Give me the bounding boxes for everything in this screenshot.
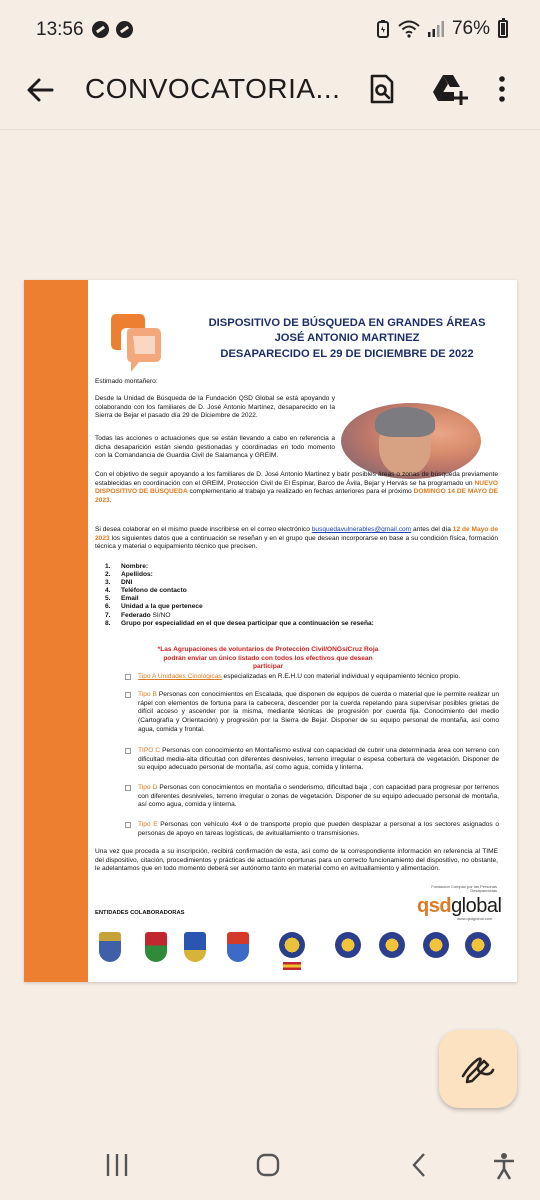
heading-line: DESAPARECIDO EL 29 DE DICIEMBRE DE 2022 [220,347,474,360]
flag-icon [283,962,301,970]
status-time: 13:56 [36,19,84,40]
qsd-logo [105,310,165,376]
page-title: CONVOCATORIA... [85,73,341,104]
greeting: Estimado montañero: [95,378,158,385]
proteccion-civil-icon [423,932,449,958]
partner-crests [95,932,495,972]
paragraph-3-text: Con el objetivo de seguir apoyando a los familiares de D. José Antonio Martinez y batir posibles áreas o zonas de búsqueda previamente establecidas en coordinación con el GREIM, Protección Civil de El Espinar, Barco de Ávila, Bejar y Hervás se ha programado un [95,471,498,487]
list-item: 3. DNI [105,579,133,587]
battery-saver-icon [376,20,390,38]
paragraph-3-text: complementario al trabajo ya realizado en fechas anteriores para el próximo [187,488,414,496]
tipo-e: Tipo E Personas con vehículo 4x4 o de transporte propio que pueden desplazar a personal a los sectores asignados o personas de apoyo en tareas logísticas, de avituallamiento o transmisiones. [138,821,499,838]
checkbox-icon [125,674,131,680]
battery-icon [498,20,508,38]
wifi-icon [398,20,420,38]
paragraph-1: Desde la Unidad de Búsqueda de la Fundación QSD Global se está apoyando y colaborando con los familiares de D. José Antonio Martínez, desaparecido en la Sierra de Bejar el pasado día 29 de Diciembre de 2022. [95,395,335,420]
recent-apps-icon[interactable] [105,1152,129,1178]
list-item: 6. Unidad a la que pertenece [105,603,203,611]
proteccion-civil-icon [335,932,361,958]
crest-icon [184,932,206,962]
paragraph-4 [95,526,498,552]
crest-icon [227,932,249,962]
deadline-date: 12 de Mayo de 2023 [95,526,498,542]
highlight-new-device: NUEVO DISPOSITIVO DE BÚSQUEDA [95,479,498,496]
list-item: 2. Apellidos: [105,571,153,579]
status-right [376,18,508,40]
notification-icon [92,21,109,38]
qsd-brand: qsdglobal [417,895,502,917]
checkbox-icon [125,748,131,754]
paragraph-4-text: los siguientes datos que a continuación se reseñan y en el grupo que desean incorporarse en base a su condición física, formación técnica y material o equipamiento técnico que precisen. [95,534,498,551]
edit-fab-button[interactable] [439,1030,517,1108]
qsd-tagline: Fundación Compaz por las Personas Desaparecidas [431,884,497,894]
paragraph-3 [95,471,498,506]
back-nav-icon[interactable] [409,1152,429,1178]
entidades-heading: ENTIDADES COLABORADORAS [95,910,185,916]
paragraph-4-text: Si desea colaborar en el mismo puede inscribirse en el correo electrónico [95,526,312,533]
heading-line: JOSÉ ANTONIO MARTINEZ [274,332,420,345]
document-search-icon[interactable] [364,71,400,107]
tipo-d: Tipo D Personas con conocimientos en montaña o senderismo, dificultad baja , con capacidad para progresar por terrenos con diferentes desniveles, terreno irregular o zonas de vegetación. Disponer de su equipo adecuado personal de montaña, así como agua, comida y linterna. [138,784,499,810]
crest-icon [279,932,305,958]
system-nav-bar [0,1132,540,1200]
app-bar-divider [0,129,540,130]
crest-icon [99,932,121,962]
drive-add-icon[interactable] [430,71,470,107]
edit-pencil-icon [439,1030,517,1108]
highlight-date: DOMINGO 14 DE MAYO DE 2023. [95,488,498,505]
paragraph-2: Todas las acciones o actuaciones que se están llevando a cabo en referencia a dicha desaparición están siendo gestionadas y coordinadas en todo momento con la Comandancia de Guardia Civil de Salamanca y GREIM. [95,435,335,460]
signal-icon [428,20,444,38]
more-vert-icon[interactable] [492,71,512,107]
list-item: 7. Federado SI/NO [105,611,171,619]
list-item: 4. Teléfono de contacto [105,587,187,595]
checkbox-icon [125,822,131,828]
list-item: 8. Grupo por especialidad en el que desea participar que a continuación se reseña: [105,619,374,627]
red-note: *Las Agrupaciones de voluntarios de Protección Civil/ONGs/Cruz Roja podrán enviar un único listado con todos los efectivos que desean participar [157,646,379,671]
missing-person-photo [341,403,481,479]
notification-icon [116,21,133,38]
accessibility-icon[interactable] [492,1152,516,1180]
app-bar [0,60,540,130]
document-heading [195,316,499,362]
email-link[interactable]: busquedavulnerables@gmail.com [311,526,412,533]
hair-shape [375,407,435,437]
orange-sidebar [24,280,88,982]
tipo-c: TIPO C Personas con conocimiento en Montañismo estival con capacidad de cubrir una determinada área con terreno con dificultad media-alta dificultad con diferentes desniveles, terreno irregular o espesa cobertura de vegetación. Disponer de su equipo adecuado personal de montaña, así como agua, comida y linterna. [138,747,499,773]
battery-percent: 76% [451,18,490,39]
list-item: 1. Nombre: [105,563,149,570]
checkbox-icon [125,785,131,791]
closing-paragraph: Una vez que proceda a su inscripción, recibirá confirmación de esta, así como de la correspondiente información en referencia al TIME del dispositivo, citación, procedimientos y prácticas de actuación oportunas para un correcto funcionamiento del dispositivo, no obstante, le adelantamos que en todo momento deberá ser autónomo tanto en material como en avituallamiento y alimentación. [95,848,498,873]
crest-icon [145,932,167,962]
qsd-url: www.qsdglobal.com [457,916,493,921]
status-bar [0,0,540,60]
proteccion-civil-icon [465,932,491,958]
registration-fields-list [105,563,374,628]
tipo-a: Tipo A Unidades Cinológicas especializadas en R.E.H.U con material individual y equipamiento técnico propio. [138,673,499,682]
checkbox-icon [125,692,131,698]
document-page[interactable] [24,280,517,982]
arrow-back-icon[interactable] [22,72,58,108]
list-item: 5. Email [105,595,139,603]
paragraph-4-text: antes del día [411,526,453,533]
proteccion-civil-icon [379,932,405,958]
heading-line: DISPOSITIVO DE BÚSQUEDA EN GRANDES ÁREAS [208,317,486,329]
home-icon[interactable] [256,1152,280,1178]
tipo-b: Tipo B Personas con conocimientos en Escalada, que disponen de equipos de cuerda o material que le permite realizar un rápel con elementos de fortuna para la cabecera, descender por la cuerda repelando para supervisar posibles grietas de difícil acceso y ascender por la misma, mediante técnicas de progresión por cuerda fija. Conocimiento del medio (Cartografía y Orientación) y progresión por la Sierra de Bejar. Disponer de su equipo personal de montaña, así como agua, comida y frontal. [138,691,499,735]
